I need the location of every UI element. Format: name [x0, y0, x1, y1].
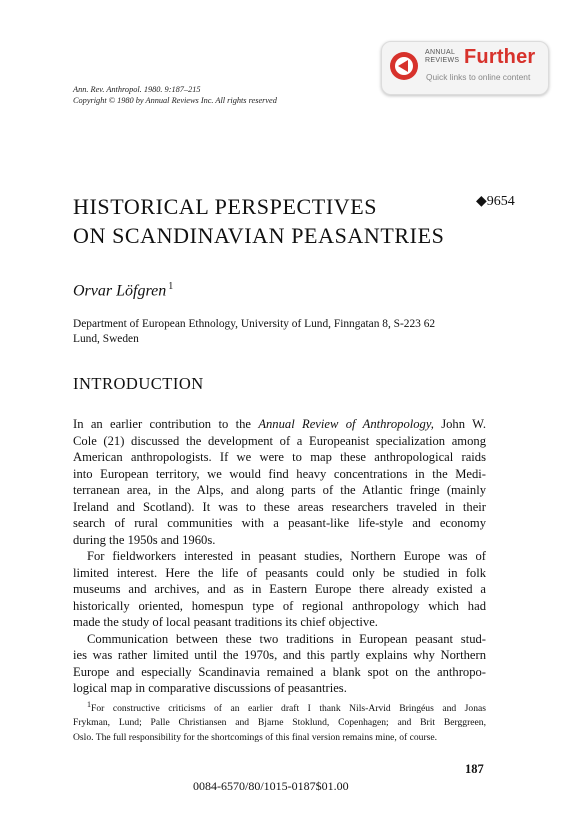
body-line: ies was rather limited until the 1970s, and this partly explains why Northern	[73, 648, 486, 662]
footnote	[73, 698, 486, 745]
author-footnote-marker: 1	[168, 281, 174, 292]
body-line: For fieldworkers interested in peasant studies, Northern Europe was of	[87, 549, 486, 563]
body-line: In an earlier contribution to the Annual Review of Anthropology, John W.	[73, 417, 487, 431]
footnote-line: $^1$For constructive criticisms of an earlier draft I thank Nils-Arvid Bringéus and Jonas	[87, 700, 486, 715]
article-title	[73, 192, 453, 250]
body-line: limited interest. Here the life of peasants could only be studied in folk	[73, 565, 486, 580]
further-banner-link[interactable]	[381, 41, 549, 95]
body-text	[73, 416, 486, 697]
body-line: logical map in comparative discussions of peasantries.	[73, 681, 347, 695]
banner-tagline: Quick links to online content	[426, 72, 531, 82]
banner-further-label: Further	[464, 46, 536, 68]
body-line: Communication between these two traditions in European peasant stud-	[87, 631, 486, 646]
title-line-1: HISTORICAL PERSPECTIVES	[73, 194, 378, 219]
footnote-line: Oslo. The full responsibility for the shortcomings of this final version remains mine, of course.	[73, 731, 438, 743]
body-line: historically oriented, homespun type of regional anthropology which had	[73, 598, 486, 613]
footnote-line: Frykman, Lund; Palle Christiansen and Bjarne Stoklund, Copenhagen; and Brit Berggreen,	[73, 717, 486, 729]
journal-name: Annual Review of Anthropology,	[258, 417, 434, 431]
footnote-marker: 1	[87, 700, 91, 709]
title-line-2: ON SCANDINAVIAN PEASANTRIES	[73, 223, 445, 248]
annual-reviews-logo-icon	[389, 51, 419, 81]
banner-publisher-label: ANNUAL REVIEWS	[425, 49, 460, 64]
section-heading: INTRODUCTION	[73, 374, 204, 393]
body-line: Ireland and Scotland). It was to these areas researchers traveled in their	[73, 499, 486, 514]
body-line: during the 1950s and 1960s.	[73, 532, 216, 547]
body-line: Cole (21) discussed the development of a Europeanist specialization among	[73, 433, 486, 448]
body-line: American anthropologists. If we were to map these anthropological raids	[73, 450, 486, 464]
body-line: search of rural communities with a peasant-like life-style and economy	[73, 516, 486, 530]
author-affiliation: Department of European Ethnology, University of Lund, Finngatan 8, S-223 62 Lund, Sweden	[73, 318, 436, 345]
journal-citation	[73, 84, 277, 106]
body-line: terranean area, in the Alps, and along parts of the Atlantic fringe (mainly	[73, 483, 486, 497]
article-code: ◆9654	[476, 194, 515, 209]
page-number: 187	[465, 762, 484, 776]
copyright-code: 0084-6570/80/1015-0187$01.00	[193, 779, 349, 793]
body-line: museums and archives, and as in Eastern Europe there already existed a	[73, 582, 486, 596]
citation-line: Ann. Rev. Anthropol. 1980. 9:187–215	[73, 85, 201, 94]
body-line: into European territory, we would find heavy concentrations in the Medi-	[73, 466, 486, 481]
copyright-line: Copyright © 1980 by Annual Reviews Inc. All rights reserved	[73, 96, 277, 105]
author-name: Orvar Löfgren $^1$	[73, 281, 174, 300]
body-line: Europe and especially Scandinavia remained a blank spot on the anthropo-	[73, 664, 486, 679]
body-line: made the study of local peasant traditions its chief objective.	[73, 615, 378, 629]
